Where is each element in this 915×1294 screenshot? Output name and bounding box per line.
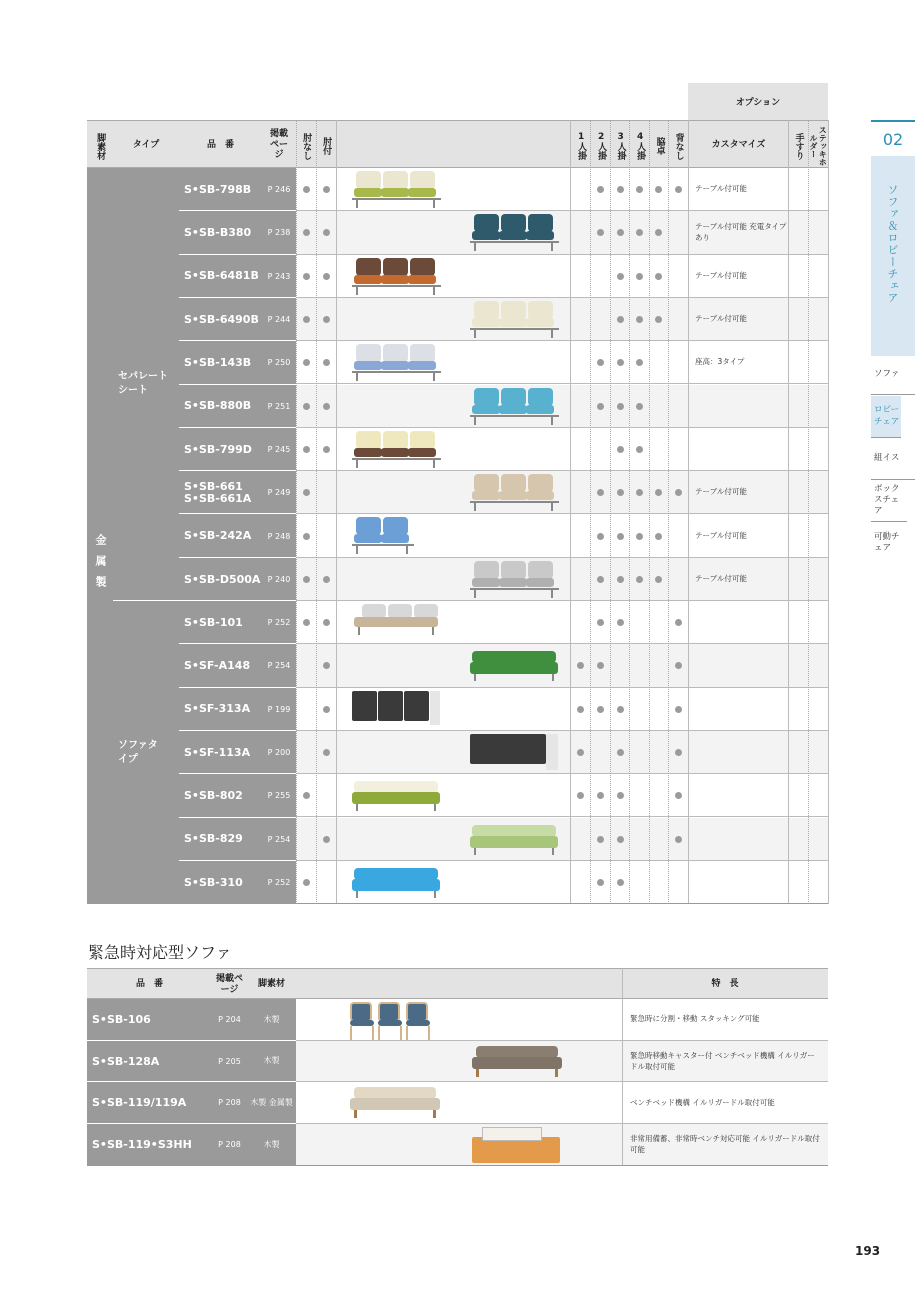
- availability-dot: [636, 316, 643, 323]
- availability-dot: [577, 749, 584, 756]
- availability-dot: [617, 619, 624, 626]
- availability-dot: [597, 186, 604, 193]
- availability-dot: [323, 619, 330, 626]
- availability-dot: [617, 446, 624, 453]
- nav-item-box-chair[interactable]: ボックスチェア: [871, 480, 907, 522]
- availability-dot: [636, 229, 643, 236]
- customize-note: 座高：3タイプ: [695, 357, 745, 367]
- availability-dot: [655, 576, 662, 583]
- availability-dot: [323, 403, 330, 410]
- availability-dot: [323, 576, 330, 583]
- header-two-seat: 2人掛: [596, 132, 607, 160]
- availability-dot: [655, 186, 662, 193]
- availability-dot: [636, 359, 643, 366]
- availability-dot: [323, 273, 330, 280]
- availability-dot: [303, 879, 310, 886]
- availability-dot: [597, 576, 604, 583]
- availability-dot: [597, 229, 604, 236]
- customize-note: テーブル付可能 充電タイプあり: [695, 222, 787, 242]
- availability-dot: [303, 489, 310, 496]
- product-image: [352, 864, 442, 902]
- availability-dot: [303, 359, 310, 366]
- product-features: ベンチベッド機構 イルリガードル取付可能: [630, 1097, 775, 1107]
- availability-dot: [303, 316, 310, 323]
- availability-dot: [655, 489, 662, 496]
- product-image: [352, 691, 442, 729]
- customize-note: [695, 731, 790, 774]
- availability-dot: [597, 836, 604, 843]
- product-code: S•SB-661 S•SB-661A: [184, 480, 252, 505]
- availability-dot: [617, 792, 624, 799]
- customize-note: テーブル付可能: [695, 184, 747, 194]
- availability-dot: [636, 186, 643, 193]
- availability-dot: [323, 316, 330, 323]
- availability-dot: [597, 792, 604, 799]
- product-image: [352, 517, 442, 555]
- availability-dot: [675, 792, 682, 799]
- product-page: P 245: [267, 444, 291, 454]
- product-code: S•SF-A148: [184, 659, 251, 673]
- product-code: S•SB-6481B: [184, 269, 259, 283]
- header-no-back: 背なし: [673, 132, 684, 160]
- product-page: P 205: [212, 1041, 247, 1082]
- product-code: S•SB-802: [184, 789, 243, 803]
- header-one-seat: 1人掛: [576, 132, 587, 160]
- product-code: S•SB-6490B: [184, 312, 259, 326]
- chapter-title: ソファ＆ロビーチェア: [886, 184, 899, 304]
- availability-dot: [323, 446, 330, 453]
- type-label-separate: セパレートシート: [118, 371, 168, 396]
- header-four-seat: 4人掛: [635, 132, 646, 160]
- product-material: 木製: [247, 1041, 296, 1082]
- header-arm: 肘付: [321, 137, 332, 155]
- availability-dot: [597, 489, 604, 496]
- chapter-band: [871, 156, 915, 356]
- product-code: S•SB-B380: [184, 226, 252, 240]
- product-page: P 250: [267, 358, 291, 368]
- header-no-arm: 肘なし: [301, 132, 312, 160]
- availability-dot: [675, 836, 682, 843]
- type-label-sofa: ソファタイプ: [118, 740, 158, 765]
- availability-dot: [303, 792, 310, 799]
- product-image: [352, 604, 442, 642]
- product-page: P 248: [267, 531, 291, 541]
- availability-dot: [617, 533, 624, 540]
- product-code: S•SB-829: [184, 832, 243, 846]
- product-image: [352, 777, 442, 815]
- product-image: [470, 474, 560, 512]
- product-page: P 254: [267, 661, 291, 671]
- product-image: [470, 647, 560, 685]
- availability-dot: [597, 706, 604, 713]
- product-page: P 200: [267, 748, 291, 758]
- availability-dot: [675, 619, 682, 626]
- page-number: 193: [855, 1244, 881, 1258]
- availability-dot: [597, 359, 604, 366]
- availability-dot: [655, 533, 662, 540]
- availability-dot: [617, 403, 624, 410]
- product-image: [470, 821, 560, 859]
- customize-note: [695, 428, 790, 471]
- product-material: 木製 金属製: [247, 1082, 296, 1123]
- s2-header-features: 特 長: [711, 979, 739, 990]
- customize-note: [695, 644, 790, 687]
- product-image: [352, 171, 442, 209]
- product-image: [470, 214, 560, 252]
- product-image: [352, 431, 442, 469]
- header-side-table: 脇卓: [654, 137, 665, 155]
- s2-header-material: 脚素材: [257, 979, 285, 990]
- product-image: [472, 1044, 564, 1082]
- product-image: [350, 1085, 442, 1123]
- product-features: 非常用備蓄、非常時ベンチ対応可能 イルリガードル取付可能: [630, 1134, 820, 1154]
- section-title: 緊急時対応型ソファ: [88, 943, 232, 962]
- availability-dot: [617, 186, 624, 193]
- availability-dot: [303, 619, 310, 626]
- table-header: [87, 120, 828, 168]
- product-page: P 249: [267, 488, 291, 498]
- availability-dot: [636, 403, 643, 410]
- availability-dot: [636, 446, 643, 453]
- product-code: S•SB-799D: [184, 442, 252, 456]
- availability-dot: [636, 533, 643, 540]
- customize-note: テーブル付可能: [695, 530, 747, 540]
- nav-item-sofa[interactable]: ソファ: [871, 356, 915, 395]
- product-code: S•SB-D500A: [184, 572, 261, 586]
- availability-dot: [577, 792, 584, 799]
- availability-dot: [655, 229, 662, 236]
- header-page: 掲載ページ: [269, 129, 288, 161]
- availability-dot: [323, 359, 330, 366]
- availability-dot: [617, 273, 624, 280]
- availability-dot: [655, 273, 662, 280]
- product-code: S•SB-106: [87, 999, 212, 1040]
- availability-dot: [675, 186, 682, 193]
- product-page: P 252: [267, 618, 291, 628]
- customize-note: [695, 688, 790, 731]
- product-image: [472, 1127, 564, 1165]
- product-page: P 240: [267, 574, 291, 584]
- material-label: 金属製: [94, 533, 107, 597]
- availability-dot: [617, 316, 624, 323]
- product-code: S•SB-143B: [184, 356, 252, 370]
- availability-dot: [617, 576, 624, 583]
- chapter-number: 02: [871, 120, 915, 156]
- availability-dot: [597, 619, 604, 626]
- availability-dot: [617, 706, 624, 713]
- availability-dot: [617, 489, 624, 496]
- product-image: [352, 344, 442, 382]
- product-code: S•SB-101: [184, 615, 243, 629]
- availability-dot: [617, 749, 624, 756]
- product-features: 緊急時移動キャスター付 ベンチベッド機構 イルリガードル取付可能: [630, 1050, 815, 1071]
- product-page: P 204: [212, 999, 247, 1040]
- customize-note: テーブル付可能: [695, 270, 747, 280]
- availability-dot: [636, 273, 643, 280]
- product-page: P 252: [267, 877, 291, 887]
- availability-dot: [617, 879, 624, 886]
- product-code: S•SB-119•S3HH: [87, 1124, 212, 1165]
- s2-header-code: 品 番: [135, 979, 163, 990]
- product-features: 緊急時に分割・移動 スタッキング可能: [630, 1014, 760, 1024]
- availability-dot: [303, 446, 310, 453]
- availability-dot: [675, 749, 682, 756]
- header-stick-holder: ステッキホルダー: [809, 126, 828, 166]
- product-page: P 244: [267, 315, 291, 325]
- product-code: S•SB-798B: [184, 182, 252, 196]
- customize-note: [695, 385, 790, 428]
- availability-dot: [303, 533, 310, 540]
- product-image: [470, 301, 560, 339]
- availability-dot: [617, 836, 624, 843]
- availability-dot: [597, 879, 604, 886]
- product-material: 木製: [247, 999, 296, 1040]
- product-page: P 208: [212, 1082, 247, 1123]
- header-type: タイプ: [132, 139, 160, 150]
- availability-dot: [675, 662, 682, 669]
- product-code: S•SB-119/119A: [87, 1082, 212, 1123]
- product-image: [470, 561, 560, 599]
- nav-item-lobby-chair[interactable]: ロビーチェア: [871, 396, 901, 438]
- product-code: S•SB-242A: [184, 529, 252, 543]
- availability-dot: [617, 359, 624, 366]
- product-page: P 199: [267, 704, 291, 714]
- product-code: S•SB-128A: [87, 1041, 212, 1082]
- product-page: P 254: [267, 834, 291, 844]
- availability-dot: [597, 662, 604, 669]
- availability-dot: [617, 229, 624, 236]
- availability-dot: [323, 749, 330, 756]
- availability-dot: [303, 576, 310, 583]
- availability-dot: [323, 836, 330, 843]
- product-code: S•SB-880B: [184, 399, 252, 413]
- availability-dot: [577, 662, 584, 669]
- product-image: [470, 388, 560, 426]
- header-three-seat: 3人掛: [615, 132, 626, 160]
- availability-dot: [675, 706, 682, 713]
- availability-dot: [323, 706, 330, 713]
- customize-note: テーブル付可能: [695, 314, 747, 324]
- customize-note: [695, 818, 790, 861]
- header-customize: カスタマイズ: [711, 139, 766, 150]
- customize-note: [695, 861, 790, 904]
- availability-dot: [303, 229, 310, 236]
- section2-header: [87, 968, 828, 999]
- customize-note: [695, 774, 790, 817]
- customize-note: テーブル付可能: [695, 573, 747, 583]
- customize-note: テーブル付可能: [695, 487, 747, 497]
- product-material: 木製: [247, 1124, 296, 1165]
- availability-dot: [323, 229, 330, 236]
- availability-dot: [655, 316, 662, 323]
- availability-dot: [597, 403, 604, 410]
- product-page: P 251: [267, 401, 291, 411]
- availability-dot: [675, 489, 682, 496]
- header-material: 脚素材: [95, 132, 106, 160]
- product-image: [470, 734, 560, 772]
- header-code: 品 番: [206, 139, 234, 150]
- availability-dot: [636, 489, 643, 496]
- product-page: P 243: [267, 271, 291, 281]
- nav-item-kumi-isu[interactable]: 組イス: [871, 438, 915, 480]
- availability-dot: [323, 662, 330, 669]
- options-header: オプション: [688, 83, 828, 120]
- availability-dot: [636, 576, 643, 583]
- product-image: [350, 1002, 442, 1040]
- product-code: S•SB-310: [184, 875, 243, 889]
- availability-dot: [597, 533, 604, 540]
- availability-dot: [303, 273, 310, 280]
- nav-item-movable-chair[interactable]: 可動チェア: [874, 531, 900, 553]
- availability-dot: [303, 186, 310, 193]
- availability-dot: [303, 403, 310, 410]
- product-page: P 208: [212, 1124, 247, 1165]
- product-page: P 238: [267, 228, 291, 238]
- s2-header-page: 掲載ページ: [216, 974, 244, 995]
- customize-note: [695, 601, 790, 644]
- product-code: S•SF-113A: [184, 745, 251, 759]
- header-handrail: 手すり: [793, 132, 804, 160]
- product-page: P 255: [267, 791, 291, 801]
- availability-dot: [577, 706, 584, 713]
- product-image: [352, 258, 442, 296]
- product-page: P 246: [267, 185, 291, 195]
- product-code: S•SF-313A: [184, 702, 251, 716]
- availability-dot: [323, 186, 330, 193]
